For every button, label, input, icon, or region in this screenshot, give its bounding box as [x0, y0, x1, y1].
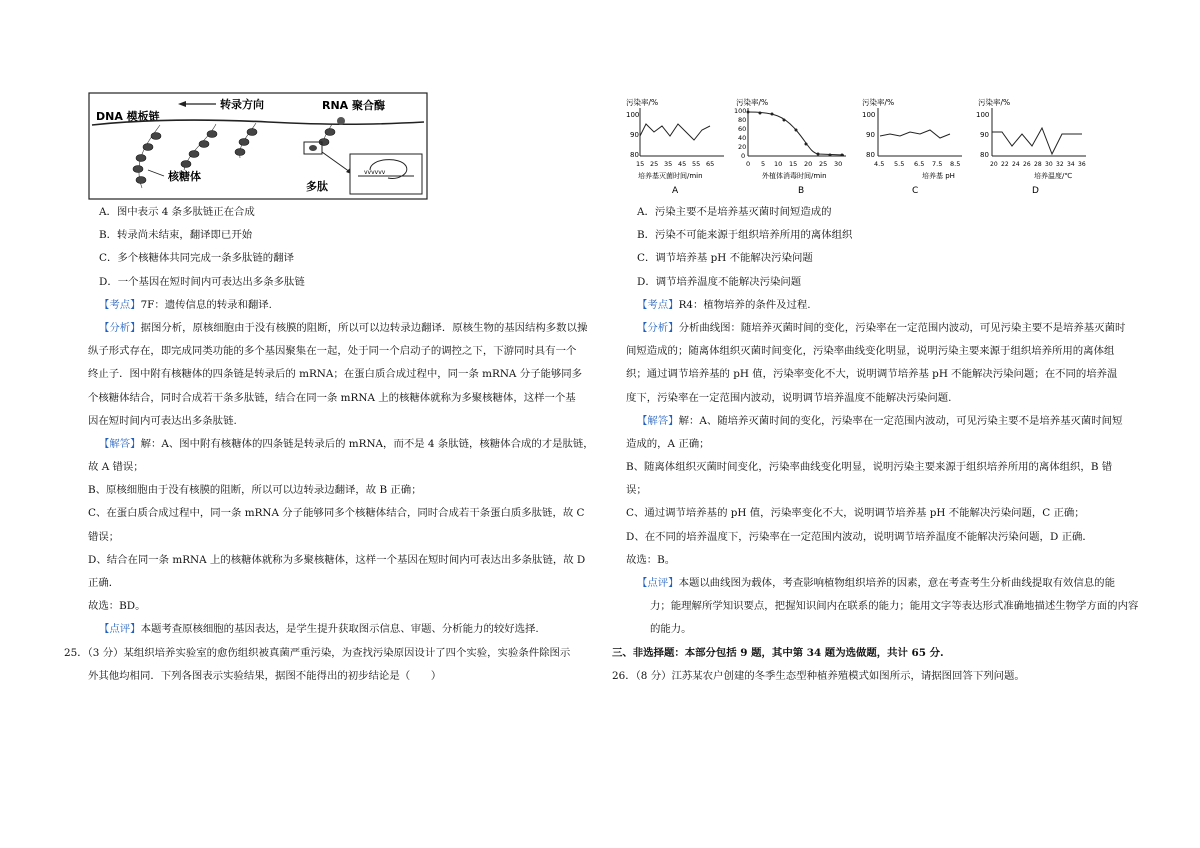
q24-option-d: D．一个基因在短时间内可表达出多条多肽链 — [99, 275, 305, 288]
svg-text:15: 15 — [789, 160, 798, 168]
q24-jieda-2: 故 A 错误； — [88, 461, 144, 474]
svg-text:26: 26 — [1023, 161, 1031, 168]
q24-dianping: 【点评】本题考查原核细胞的基因表达，是学生提升获取图示信息、审题、分析能力的较好选择. — [99, 623, 539, 636]
q25-jieda-5: C、通过调节培养基的 pH 值，污染率变化不大，说明调节培养基 pH 不能解决污染问题，C 正确； — [626, 507, 1085, 520]
svg-text:24: 24 — [1012, 161, 1020, 168]
svg-text:22: 22 — [1001, 161, 1009, 168]
svg-text:外植体消毒时间/min: 外植体消毒时间/min — [762, 172, 827, 180]
q24-jieda-8: 故选：BD。 — [88, 600, 146, 613]
q25-dianping-2: 力；能理解所学知识要点，把握知识间内在联系的能力；能用文字等表达形式准确地描述生物学方面的内容 — [650, 600, 1139, 613]
q25-fenxi-2: 间短造成的；随离体组织灭菌时间变化，污染率曲线变化明显，说明污染主要来源于组织培养所用的离体组 — [626, 345, 1115, 358]
svg-text:34: 34 — [1067, 161, 1075, 168]
q24-fenxi-2: 纵子形式存在，即完成同类功能的多个基因聚集在一起，处于同一个启动子的调控之下，下游同时具有一个 — [88, 345, 577, 358]
svg-text:10: 10 — [774, 160, 783, 168]
q24-fenxi-1: 【分析】据图分析，原核细胞由于没有核膜的阻断，所以可以边转录边翻译．原核生物的基因结构多数以操 — [99, 321, 588, 334]
q25-fenxi-4: 度下，污染率在一定范围内波动，说明调节培养温度不能解决污染问题. — [626, 391, 952, 404]
svg-text:6.5: 6.5 — [914, 160, 925, 168]
svg-text:5: 5 — [761, 160, 766, 168]
svg-text:C: C — [912, 186, 919, 196]
svg-text:培养基 pH: 培养基 pH — [922, 172, 955, 180]
chart-a — [622, 96, 730, 200]
q24-kaodian: 【考点】7F：遗传信息的转录和翻译. — [99, 298, 272, 311]
q24-jieda-3: B、原核细胞由于没有核膜的阻断，所以可以边转录边翻译，故 B 正确； — [88, 484, 422, 497]
svg-text:20: 20 — [990, 161, 998, 168]
left-column — [64, 201, 596, 688]
chart-a-ylabel: 污染率/% — [626, 98, 659, 107]
svg-text:D: D — [1032, 186, 1039, 196]
q24-jieda-1: 【解答】解：A、图中附有核糖体的四条链是转录后的 mRNA，而不是 4 条肽链，核糖体合成的才是肽链， — [99, 437, 594, 450]
svg-text:污染率/%: 污染率/% — [978, 98, 1011, 107]
q24-option-a: A．图中表示 4 条多肽链正在合成 — [99, 206, 255, 218]
svg-text:污染率/%: 污染率/% — [862, 98, 895, 107]
q25-dianping-1: 【点评】本题以曲线图为载体，考查影响植物组织培养的因素，意在考查考生分析曲线提取有效信息的能 — [637, 577, 1115, 589]
q24-jieda-5: 错误； — [88, 530, 120, 543]
q25-fenxi-1: 【分析】分析曲线图：随培养灭菌时间的变化，污染率在一定范围内波动，可见污染主要不是培养基灭菌时 — [637, 321, 1126, 334]
q24-jieda-7: 正确． — [88, 577, 120, 589]
q25-option-c: C．调节培养基 pH 不能解决污染问题 — [637, 252, 813, 265]
q25-option-a: A．污染主要不是培养基灭菌时间短造成的 — [637, 206, 832, 218]
svg-text:0: 0 — [741, 152, 746, 160]
svg-text:B: B — [798, 186, 805, 196]
svg-text:36: 36 — [1078, 161, 1086, 168]
q25-jieda-3: B、随离体组织灭菌时间变化，污染率曲线变化明显，说明污染主要来源于组织培养所用的离体组织，B 错 — [626, 461, 1113, 474]
svg-text:28: 28 — [1034, 161, 1042, 168]
contamination-charts — [622, 96, 1092, 200]
svg-text:25: 25 — [819, 160, 828, 168]
svg-text:0: 0 — [746, 160, 751, 168]
q25-fenxi-3: 织；通过调节培养基的 pH 值，污染率变化不大，说明调节培养基 pH 不能解决污染问题；在不同的培养温 — [626, 368, 1118, 381]
q26-stem: 26．（8 分）江苏某农户创建的冬季生态型种植养殖模式如图所示，请据图回答下列问题。 — [612, 669, 1025, 682]
svg-text:65: 65 — [706, 160, 715, 168]
svg-text:90: 90 — [630, 131, 639, 139]
q24-fenxi-5: 因在短时间内可表达出多条肽链. — [88, 414, 237, 427]
svg-text:培养温度/℃: 培养温度/℃ — [1034, 172, 1073, 180]
ribosome-label: 核糖体 — [168, 170, 201, 183]
svg-text:80: 80 — [866, 151, 875, 159]
transcription-translation-figure — [88, 92, 428, 200]
svg-text:90: 90 — [980, 131, 989, 139]
svg-text:100: 100 — [734, 107, 747, 115]
svg-text:100: 100 — [626, 111, 640, 119]
direction-label: 转录方向 — [220, 98, 264, 111]
svg-text:30: 30 — [834, 160, 843, 168]
svg-text:4.5: 4.5 — [874, 160, 885, 168]
svg-text:60: 60 — [738, 125, 747, 133]
svg-text:15: 15 — [636, 160, 645, 168]
svg-text:90: 90 — [866, 131, 875, 139]
chart-b — [734, 96, 852, 200]
svg-text:vvvvvv: vvvvvv — [364, 169, 386, 176]
svg-text:40: 40 — [738, 134, 747, 142]
svg-text:80: 80 — [980, 151, 989, 159]
q24-option-b: B．转录尚未结束，翻译即已开始 — [99, 229, 253, 242]
q24-fenxi-3: 终止子．图中附有核糖体的四条链是转录后的 mRNA；在蛋白质合成过程中，同一条 mRNA 分子能够同多 — [88, 368, 583, 381]
svg-text:A: A — [672, 186, 679, 196]
svg-text:培养基灭菌时间/min: 培养基灭菌时间/min — [638, 172, 703, 180]
q25-option-d: D．调节培养温度不能解决污染问题 — [637, 275, 802, 288]
svg-text:35: 35 — [664, 160, 673, 168]
svg-text:8.5: 8.5 — [950, 160, 961, 168]
q25-jieda-1: 【解答】解：A、随培养灭菌时间的变化，污染率在一定范围内波动，可见污染主要不是培养基灭菌时间短 — [637, 414, 1123, 427]
q24-fenxi-4: 个核糖体结合，同时合成若干条多肽链，结合在同一条 mRNA 上的核糖体就称为多聚核糖体，这样一个基 — [88, 391, 576, 404]
svg-text:污染率/%: 污染率/% — [736, 98, 769, 107]
q24-jieda-4: C、在蛋白质合成过程中，同一条 mRNA 分子能够同多个核糖体结合，同时合成若干条蛋白质多肽链，故 C — [88, 507, 585, 520]
q25-jieda-2: 造成的，A 正确； — [626, 437, 710, 450]
chart-d — [976, 96, 1090, 200]
q24-jieda-6: D、结合在同一条 mRNA 上的核糖体就称为多聚核糖体，这样一个基因在短时间内可表达出多条肽链，故 D — [88, 553, 586, 566]
svg-text:45: 45 — [678, 160, 687, 168]
section-3-heading: 三、非选择题：本部分包括 9 题，其中第 34 题为选做题，共计 65 分. — [612, 646, 944, 659]
chart-c — [862, 96, 966, 200]
q25-kaodian: 【考点】R4：植物培养的条件及过程. — [637, 298, 811, 311]
svg-text:80: 80 — [630, 151, 639, 159]
svg-text:20: 20 — [804, 160, 813, 168]
q25-option-b: B．污染不可能来源于组织培养所用的离体组织 — [637, 229, 853, 242]
q25-stem-1: 25．（3 分）某组织培养实验室的愈伤组织被真菌严重污染，为查找污染原因设计了四个实验，实验条件除图示 — [64, 646, 571, 659]
q24-option-c: C．多个核糖体共同完成一条多肽链的翻译 — [99, 252, 294, 265]
svg-text:80: 80 — [738, 116, 747, 124]
svg-text:20: 20 — [738, 143, 747, 151]
right-column — [612, 201, 1139, 688]
chart-a-ticks — [636, 160, 714, 168]
svg-text:32: 32 — [1056, 161, 1064, 168]
svg-text:7.5: 7.5 — [932, 160, 943, 168]
rna-polymerase-label: RNA 聚合酶 — [322, 99, 386, 112]
q25-stem-2: 外其他均相同．下列各图表示实验结果，据图不能得出的初步结论是（ ） — [88, 669, 442, 682]
svg-text:100: 100 — [976, 111, 990, 119]
q25-jieda-6: D、在不同的培养温度下，污染率在一定范围内波动，说明调节培养温度不能解决污染问题，D 正确． — [626, 530, 1093, 543]
q25-jieda-4: 误； — [626, 484, 647, 497]
svg-text:25: 25 — [650, 160, 659, 168]
peptide-label: 多肽 — [306, 180, 328, 193]
svg-text:5.5: 5.5 — [894, 160, 905, 168]
q25-dianping-3: 的能力。 — [650, 623, 692, 636]
dna-template-label: DNA 模板链 — [96, 110, 160, 123]
svg-text:30: 30 — [1045, 161, 1053, 168]
q25-jieda-7: 故选：B。 — [626, 553, 676, 566]
svg-text:100: 100 — [862, 111, 876, 119]
svg-text:55: 55 — [692, 160, 701, 168]
